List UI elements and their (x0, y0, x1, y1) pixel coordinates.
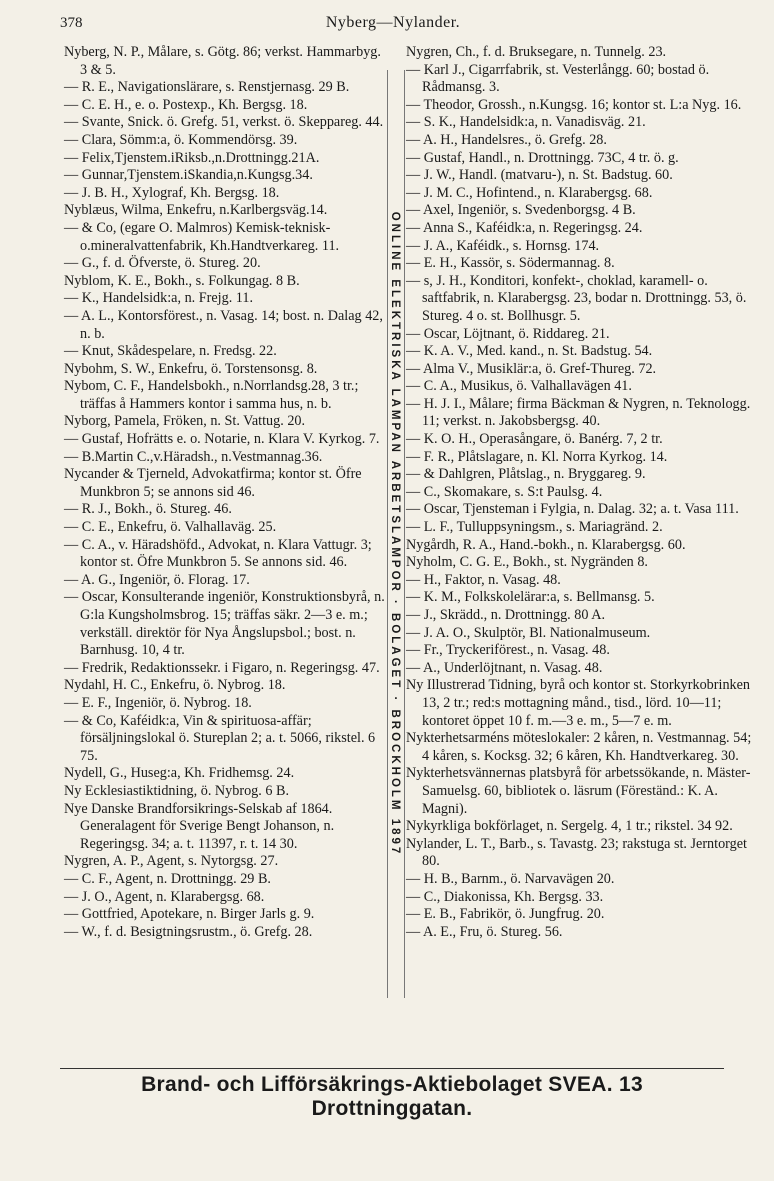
directory-entry: — C. A., v. Häradshöfd., Advokat, n. Klara Vattugr. 3; kontor st. Öfre Munkbron 5. Se annons sid. 46. (64, 536, 372, 571)
directory-entry: Nyborg, Pamela, Fröken, n. St. Vattug. 20. (64, 413, 306, 430)
directory-entry: — C., Skomakare, s. S:t Paulsg. 4. (406, 483, 603, 500)
directory-entry: — C. E., Enkefru, ö. Valhallaväg. 25. (64, 519, 277, 536)
directory-entry: Nykterhetsvännernas platsbyrå för arbetssökande, n. Mäster-Samuelsg. 60, bibliotek o. läsrum (Föreständ.: K. A. Magni). (406, 765, 751, 817)
directory-entry: Nybohm, S. W., Enkefru, ö. Torstensonsg. 8. (64, 360, 318, 377)
directory-entry: — C. A., Musikus, ö. Valhallavägen 41. (406, 378, 632, 395)
directory-entry: — H., Faktor, n. Vasag. 48. (406, 571, 561, 588)
directory-entry: — J., Skrädd., n. Drottningg. 80 A. (406, 607, 606, 623)
directory-entry: — W., f. d. Besigtningsrustm., ö. Grefg. 28. (64, 923, 313, 940)
directory-entry: — & Co, (egare O. Malmros) Kemisk-teknisk- o.mineralvattenfabrik, Kh.Handtverkareg. 11. (64, 219, 340, 254)
directory-entry: Nygren, A. P., Agent, s. Nytorgsg. 27. (64, 853, 279, 870)
directory-entry: — C., Diakonissa, Kh. Bergsg. 33. (406, 888, 604, 905)
directory-entry: — J. B. H., Xylograf, Kh. Bergsg. 18. (64, 184, 280, 201)
directory-entry: — K. A. V., Med. kand., n. St. Badstug. 54. (406, 343, 653, 360)
directory-entry: Nye Danske Brandforsikrings-Selskab af 1864. Generalagent för Sverige Bengt Johanson, n. Regeringsg. 34; a. t. 11397, r. t. 14 30. (64, 800, 335, 852)
directory-entry: — s, J. H., Konditori, konfekt-, choklad, karamell- o. saftfabrik, n. Klarabergsg. 23, bodar n. Drottningg. 53, ö. Stureg. 4 o. st. Bollhusgr. 5. (406, 272, 747, 324)
directory-entry: — H. J. I., Målare; firma Bäckman & Nygren, n. Teknologg. 11; verkst. n. Jakobsbergsg. 40. (406, 395, 751, 430)
directory-entry: — R. E., Navigationslärare, s. Renstjernasg. 29 B. (64, 79, 350, 96)
directory-entry: — B.Martin C.,v.Häradsh., n.Vestmannag.36. (64, 448, 323, 465)
running-head: Nyberg—Nylander. (325, 14, 461, 31)
directory-entry: — Felix,Tjenstem.iRiksb.,n.Drottningg.21A. (64, 149, 320, 166)
directory-entry: — E. B., Fabrikör, ö. Jungfrug. 20. (406, 906, 605, 923)
page-header (60, 12, 726, 38)
directory-entry: Nydell, G., Huseg:a, Kh. Fridhemsg. 24. (64, 765, 295, 782)
directory-entry: — K. O. H., Operasångare, ö. Banérg. 7, 2 tr. (406, 431, 663, 448)
directory-entry: — K. M., Folkskolelärar:a, s. Bellmansg. 5. (406, 589, 655, 606)
footer-rule (60, 1068, 724, 1069)
directory-entry: — J. W., Handl. (matvaru-), n. St. Badstug. 60. (406, 167, 673, 184)
directory-entry: Nycander & Tjerneld, Advokatfirma; kontor st. Öfre Munkbron 5; se annons sid 46. (64, 466, 362, 500)
directory-entry: — A. H., Handelsres., ö. Grefg. 28. (406, 131, 607, 148)
directory-entry: — C. E. H., e. o. Postexp., Kh. Bergsg. 18. (64, 96, 308, 113)
directory-entry: — Axel, Ingeniör, s. Svedenborgsg. 4 B. (406, 202, 636, 219)
directory-entry: Nygren, Ch., f. d. Bruksegare, n. Tunnelg. 23. (406, 44, 667, 60)
directory-entry: — Oscar, Löjtnant, ö. Riddareg. 21. (406, 325, 610, 342)
directory-entry: — L. F., Tulluppsyningsm., s. Mariagränd. 2. (406, 519, 663, 536)
directory-entry: — Alma V., Musiklär:a, ö. Gref-Thureg. 72. (406, 360, 657, 377)
directory-entry: — Fr., Tryckeriförest., n. Vasag. 48. (406, 642, 610, 659)
directory-entry: — & Co, Kaféidk:a, Vin & spirituosa-affär; försäljningslokal ö. Stureplan 2; a. t. 5066, rikstel. 6 75. (64, 712, 376, 764)
directory-entry: — Svante, Snick. ö. Grefg. 51, verkst. ö. Skeppareg. 44. (64, 114, 384, 131)
directory-entry: Nyholm, C. G. E., Bokh., st. Nygränden 8. (406, 554, 648, 571)
vertical-ad-text: ONLINE ELEKTRISKA LAMPAN ARBETSLAMPOR · BOLAGET · BROCKHOLM 1897 (389, 211, 401, 857)
directory-entry: — J. M. C., Hofintend., n. Klarabergsg. 68. (406, 184, 653, 201)
directory-entry: — J. O., Agent, n. Klarabergsg. 68. (64, 888, 265, 905)
directory-entry: — S. K., Handelsidk:a, n. Vanadisväg. 21. (406, 114, 646, 131)
right-column (406, 44, 752, 941)
directory-entry: — Gustaf, Handl., n. Drottningg. 73C, 4 tr. ö. g. (406, 149, 679, 166)
directory-entry: — H. B., Barnm., ö. Narvavägen 20. (406, 870, 615, 887)
directory-entry: — A. L., Kontorsförest., n. Vasag. 14; bost. n. Dalag 42, n. b. (64, 307, 383, 342)
directory-entry: Nykyrkliga bokförlaget, n. Sergelg. 4, 1 tr.; rikstel. 34 92. (406, 818, 733, 835)
directory-entry: Ny Illustrerad Tidning, byrå och kontor st. Storkyrkobrinken 13, 2 tr.; red:s mottagning månd., tisd., lörd. 10—11; kontoret öppet 10 f. m.—3 e. m., 5—7 e. m. (406, 677, 751, 729)
directory-entry: — E. H., Kassör, s. Södermannag. 8. (406, 255, 615, 272)
directory-entry: Ny Ecklesiastiktidning, ö. Nybrog. 6 B. (64, 782, 290, 799)
directory-entry: — Gustaf, Hofrätts e. o. Notarie, n. Klara V. Kyrkog. 7. (64, 431, 380, 448)
directory-entry: — A. G., Ingeniör, ö. Florag. 17. (64, 571, 250, 588)
directory-entry: — E. F., Ingeniör, ö. Nybrog. 18. (64, 694, 252, 711)
directory-entry: — G., f. d. Öfverste, ö. Stureg. 20. (64, 255, 261, 272)
directory-entry: — J. A. O., Skulptör, Bl. Nationalmuseum. (406, 624, 651, 641)
directory-entry: — A. E., Fru, ö. Stureg. 56. (406, 923, 563, 940)
directory-entry: — Oscar, Tjensteman i Fylgia, n. Dalag. 32; a. t. Vasa 111. (406, 501, 739, 518)
directory-entry: — Anna S., Kaféidk:a, n. Regeringsg. 24. (406, 219, 643, 236)
footer-advertisement: Brand- och Lifförsäkrings-Aktiebolaget SVEA. 13 Drottninggatan. (141, 1073, 643, 1120)
page-number: 378 (60, 15, 83, 31)
directory-entry: Nyblom, K. E., Bokh., s. Folkungag. 8 B. (64, 272, 300, 289)
directory-entry: — Gunnar,Tjenstem.iSkandia,n.Kungsg.34. (64, 167, 313, 184)
vertical-advertisement (387, 70, 405, 998)
directory-entry: — Karl J., Cigarrfabrik, st. Vesterlångg. 60; bostad ö. Rådmansg. 3. (406, 61, 710, 96)
directory-entry: — Knut, Skådespelare, n. Fredsg. 22. (64, 343, 277, 360)
directory-entry: Nykterhetsarméns möteslokaler: 2 kåren, n. Vestmannag. 54; 4 kåren, s. Kocksg. 32; 6 kåren, Kh. Handtverkareg. 30. (406, 730, 752, 764)
directory-entry: — J. A., Kaféidk., s. Hornsg. 174. (406, 237, 600, 254)
directory-entry: Nybom, C. F., Handelsbokh., n.Norrlandsg.28, 3 tr.; träffas å Hammers kontor i samma hus, n. b. (64, 378, 359, 412)
directory-entry: — F. R., Plåtslagare, n. Kl. Norra Kyrkog. 14. (406, 448, 668, 465)
directory-entry: — Clara, Sömm:a, ö. Kommendörsg. 39. (64, 131, 298, 148)
directory-entry: Nygårdh, R. A., Hand.-bokh., n. Klarabergsg. 60. (406, 536, 686, 553)
directory-entry: — Oscar, Konsulterande ingeniör, Konstruktionsbyrå, n. G:la Kungsholmsbrog. 15; träffas säkr. 2—3 e. m.; verkställ. direktör för Nya Ångslupsbol.; bost. n. Barnhusg. 10, 4 tr. (64, 589, 385, 659)
directory-entry: — R. J., Bokh., ö. Stureg. 46. (64, 501, 232, 518)
directory-entry: — Gottfried, Apotekare, n. Birger Jarls g. 9. (64, 906, 315, 923)
left-column (64, 44, 386, 941)
directory-entry: Nylander, L. T., Barb., s. Tavastg. 23; rakstuga st. Jerntorget 80. (406, 835, 747, 870)
directory-entry: — A., Underlöjtnant, n. Vasag. 48. (406, 659, 603, 676)
directory-entry: — Theodor, Grossh., n.Kungsg. 16; kontor st. L:a Nyg. 16. (406, 96, 742, 113)
directory-entry: Nyberg, N. P., Målare, s. Götg. 86; verkst. Hammarbyg. 3 & 5. (64, 44, 381, 78)
directory-entry: Nyblæus, Wilma, Enkefru, n.Karlbergsväg.14. (64, 202, 328, 219)
directory-entry: — C. F., Agent, n. Drottningg. 29 B. (64, 870, 271, 887)
directory-entry: — & Dahlgren, Plåtslag., n. Bryggareg. 9. (406, 466, 646, 483)
directory-entry: — K., Handelsidk:a, n. Frejg. 11. (64, 290, 254, 307)
directory-entry: — Fredrik, Redaktionssekr. i Figaro, n. Regeringsg. 47. (64, 659, 380, 676)
directory-entry: Nydahl, H. C., Enkefru, ö. Nybrog. 18. (64, 677, 286, 694)
